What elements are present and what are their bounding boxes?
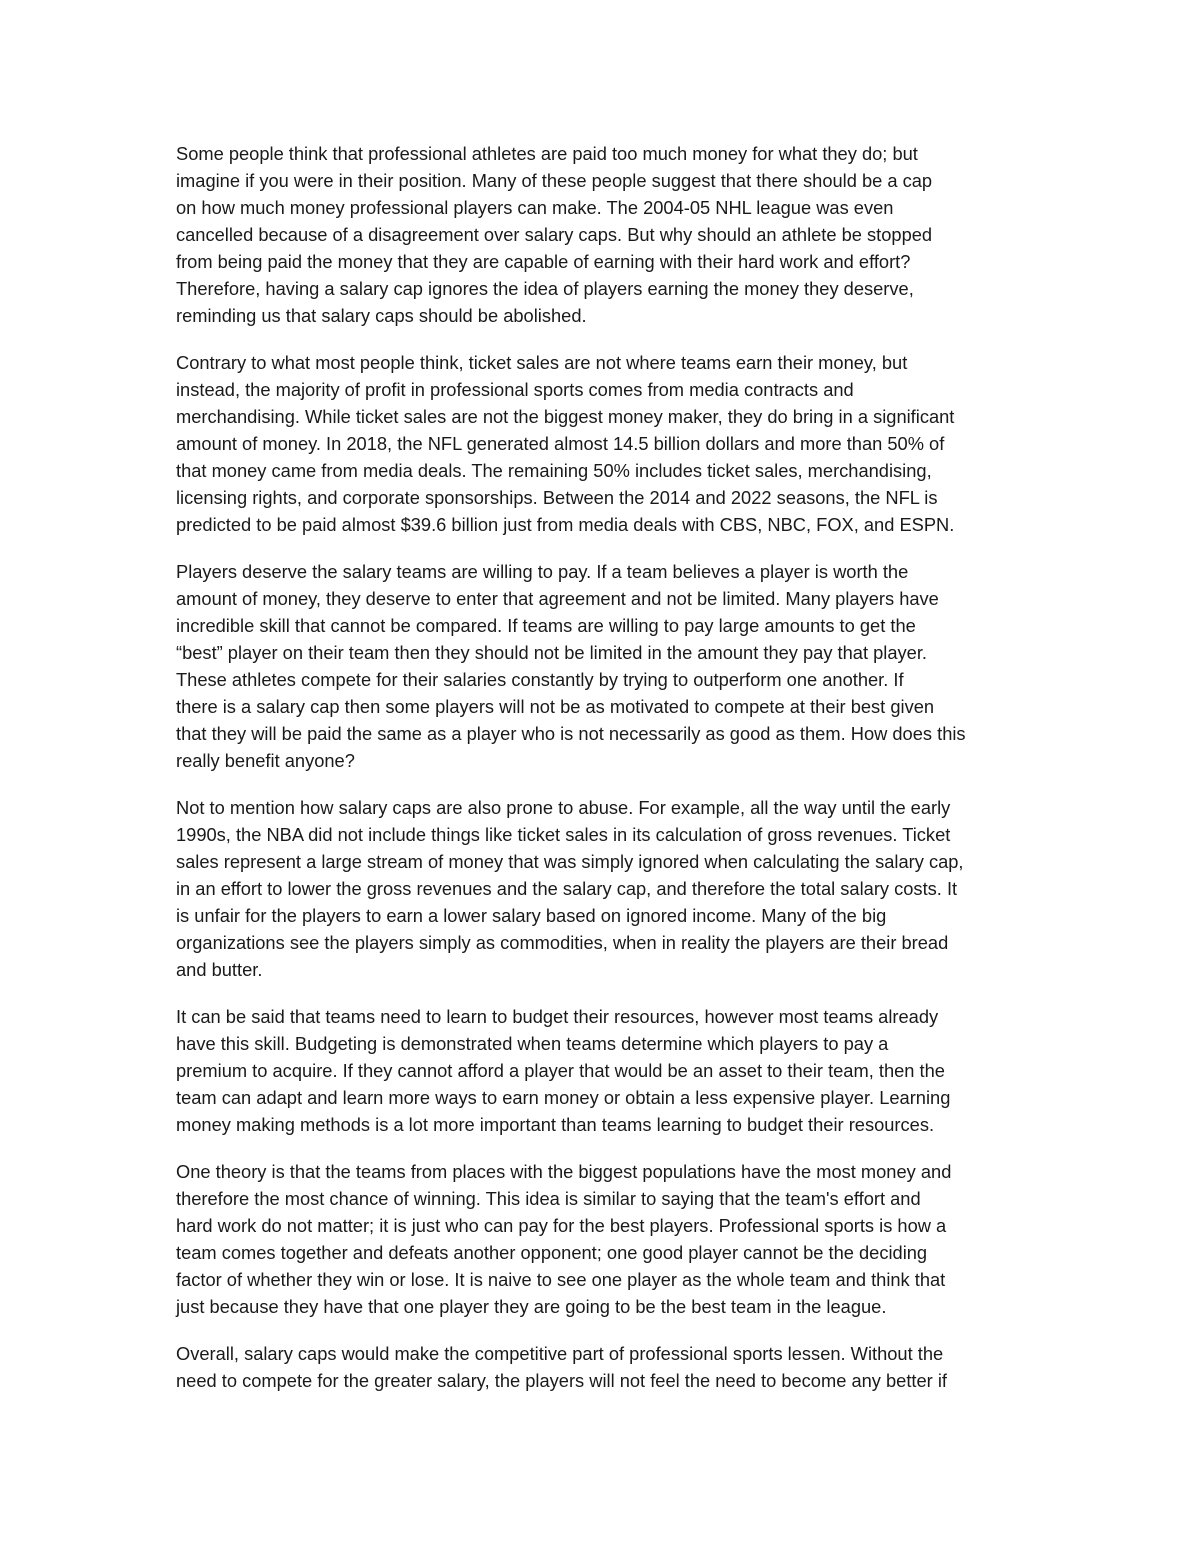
text-line: These athletes compete for their salaries constantly by trying to outperform one another. If bbox=[176, 669, 904, 690]
text-line: sales represent a large stream of money that was simply ignored when calculating the salary cap, bbox=[176, 851, 964, 872]
text-line: licensing rights, and corporate sponsorships. Between the 2014 and 2022 seasons, the NFL is bbox=[176, 487, 938, 508]
text-line: there is a salary cap then some players will not be as motivated to compete at their best given bbox=[176, 696, 935, 717]
text-line: on how much money professional players can make. The 2004-05 NHL league was even bbox=[176, 197, 894, 218]
text-line: amount of money. In 2018, the NFL generated almost 14.5 billion dollars and more than 50% of bbox=[176, 433, 945, 454]
text-line: Some people think that professional athletes are paid too much money for what they do; but bbox=[176, 143, 918, 164]
text-line: is unfair for the players to earn a lower salary based on ignored income. Many of the big bbox=[176, 905, 887, 926]
text-line: really benefit anyone? bbox=[176, 750, 355, 771]
text-line: and butter. bbox=[176, 959, 263, 980]
text-line: have this skill. Budgeting is demonstrated when teams determine which players to pay a bbox=[176, 1033, 889, 1054]
text-line: Contrary to what most people think, ticket sales are not where teams earn their money, but bbox=[176, 352, 908, 373]
text-line: cancelled because of a disagreement over salary caps. But why should an athlete be stopped bbox=[176, 224, 933, 245]
document-body bbox=[176, 140, 1036, 1414]
paragraph-7 bbox=[176, 1340, 1036, 1394]
paragraph-2 bbox=[176, 349, 1036, 538]
text-line: predicted to be paid almost $39.6 billion just from media deals with CBS, NBC, FOX, and ESPN. bbox=[176, 514, 955, 535]
text-line: “best” player on their team then they should not be limited in the amount they pay that player. bbox=[176, 642, 927, 663]
paragraph-3 bbox=[176, 558, 1036, 774]
text-line: that they will be paid the same as a player who is not necessarily as good as them. How does this bbox=[176, 723, 966, 744]
paragraph-1 bbox=[176, 140, 1036, 329]
text-line: therefore the most chance of winning. This idea is similar to saying that the team's effort and bbox=[176, 1188, 921, 1209]
text-line: from being paid the money that they are capable of earning with their hard work and effort? bbox=[176, 251, 911, 272]
text-line: money making methods is a lot more important than teams learning to budget their resources. bbox=[176, 1114, 935, 1135]
paragraph-6 bbox=[176, 1158, 1036, 1320]
text-line: Players deserve the salary teams are willing to pay. If a team believes a player is worth the bbox=[176, 561, 909, 582]
text-line: imagine if you were in their position. Many of these people suggest that there should be a cap bbox=[176, 170, 933, 191]
text-line: factor of whether they win or lose. It is naive to see one player as the whole team and think that bbox=[176, 1269, 946, 1290]
text-line: in an effort to lower the gross revenues and the salary cap, and therefore the total salary costs. It bbox=[176, 878, 958, 899]
text-line: just because they have that one player they are going to be the best team in the league. bbox=[176, 1296, 887, 1317]
text-line: premium to acquire. If they cannot afford a player that would be an asset to their team, then the bbox=[176, 1060, 945, 1081]
text-line: amount of money, they deserve to enter that agreement and not be limited. Many players have bbox=[176, 588, 939, 609]
text-line: Not to mention how salary caps are also prone to abuse. For example, all the way until the early bbox=[176, 797, 951, 818]
text-line: Overall, salary caps would make the competitive part of professional sports lessen. Without the bbox=[176, 1343, 944, 1364]
text-line: instead, the majority of profit in professional sports comes from media contracts and bbox=[176, 379, 854, 400]
text-line: It can be said that teams need to learn to budget their resources, however most teams already bbox=[176, 1006, 939, 1027]
text-line: 1990s, the NBA did not include things like ticket sales in its calculation of gross revenues. Ticket bbox=[176, 824, 951, 845]
text-line: incredible skill that cannot be compared. If teams are willing to pay large amounts to get the bbox=[176, 615, 916, 636]
paragraph-5 bbox=[176, 1003, 1036, 1138]
text-line: One theory is that the teams from places with the biggest populations have the most money and bbox=[176, 1161, 952, 1182]
text-line: team comes together and defeats another opponent; one good player cannot be the deciding bbox=[176, 1242, 928, 1263]
text-line: organizations see the players simply as commodities, when in reality the players are their bread bbox=[176, 932, 949, 953]
text-line: reminding us that salary caps should be abolished. bbox=[176, 305, 587, 326]
text-line: hard work do not matter; it is just who can pay for the best players. Professional sports is how a bbox=[176, 1215, 947, 1236]
text-line: Therefore, having a salary cap ignores the idea of players earning the money they deserve, bbox=[176, 278, 914, 299]
text-line: team can adapt and learn more ways to earn money or obtain a less expensive player. Learning bbox=[176, 1087, 951, 1108]
text-line: need to compete for the greater salary, the players will not feel the need to become any better if bbox=[176, 1370, 947, 1391]
paragraph-4 bbox=[176, 794, 1036, 983]
text-line: that money came from media deals. The remaining 50% includes ticket sales, merchandising, bbox=[176, 460, 932, 481]
text-line: merchandising. While ticket sales are not the biggest money maker, they do bring in a significant bbox=[176, 406, 955, 427]
